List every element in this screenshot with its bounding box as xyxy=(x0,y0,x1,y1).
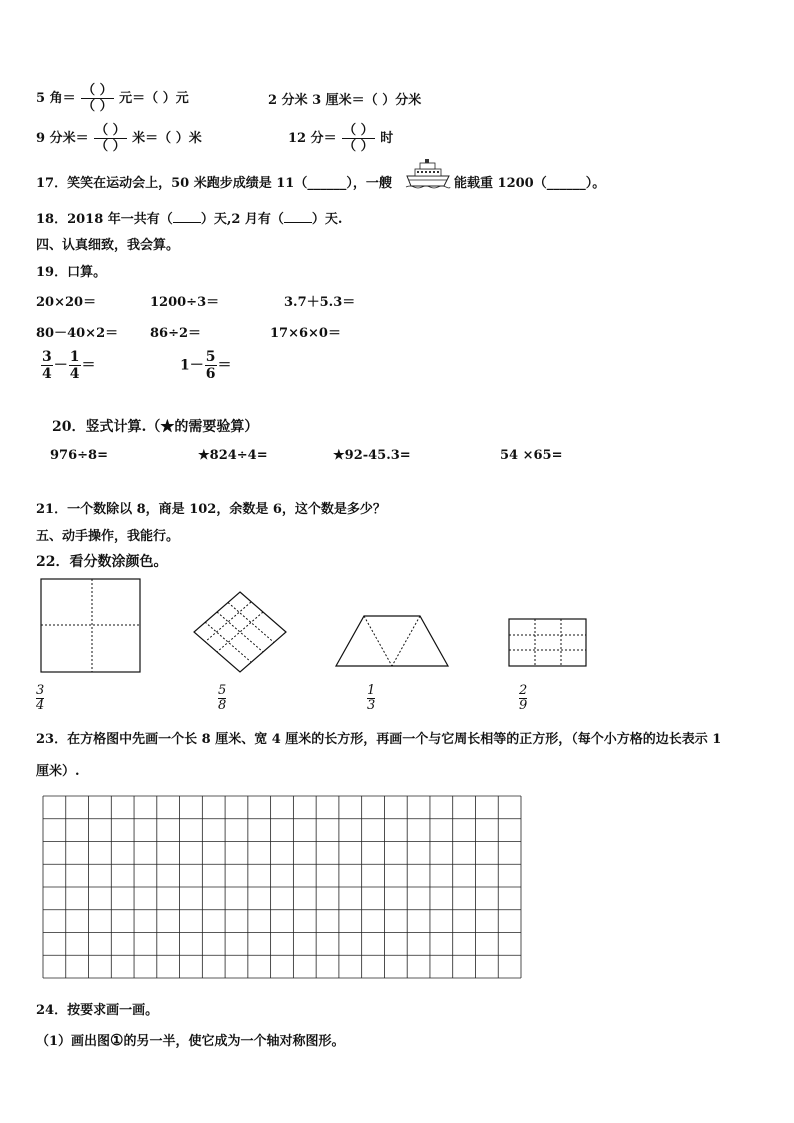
q24-sub1-text-a: （1）画出图 xyxy=(36,1034,111,1049)
conv-dm-cm: 2 分米 3 厘米＝（ ）分米 xyxy=(268,93,422,108)
q19-item: 3.7＋5.3＝ xyxy=(284,295,356,310)
q17-text-3: 能载重 1200（ xyxy=(454,176,547,191)
q19-fraction-expr-2 xyxy=(180,350,232,381)
fraction xyxy=(41,350,53,381)
fraction-numerator-blank: （ ） xyxy=(95,123,126,138)
ship-icon xyxy=(406,158,450,188)
fraction-denominator: 4 xyxy=(36,697,45,713)
conv-dm-fraction xyxy=(94,124,127,153)
question-17-cont xyxy=(454,172,605,191)
fraction-numerator-blank: （ ） xyxy=(343,123,374,138)
q22-fraction-label xyxy=(519,684,527,712)
q20-item: 976÷8= xyxy=(50,448,108,463)
fraction-denominator: 9 xyxy=(519,697,528,713)
fraction-denominator: 8 xyxy=(218,697,227,713)
fraction-numerator: 1 xyxy=(367,683,376,698)
square-quartered-shape xyxy=(40,578,142,674)
square-grid[interactable] xyxy=(42,795,522,979)
conv-minute-right: 时 xyxy=(380,131,394,146)
q23-text-line-2: 厘米）. xyxy=(36,764,80,779)
conv-dm-left: 9 分米＝ xyxy=(36,131,89,146)
fraction-denominator: 3 xyxy=(367,697,376,713)
q22-fraction-label xyxy=(218,684,226,712)
conversion-row-1 xyxy=(36,84,189,113)
q19-fraction-expr-1 xyxy=(40,350,96,381)
conv-minute-hour xyxy=(288,124,393,153)
q19-title: 19．口算。 xyxy=(36,265,107,280)
q20-item: ★824÷4= xyxy=(198,448,268,463)
conversion-row-2 xyxy=(36,124,202,153)
q17-text-2: ），一艘 xyxy=(346,176,392,191)
q19-item: 1200÷3＝ xyxy=(150,295,220,310)
q17-text-4: ）。 xyxy=(585,176,606,191)
q18-blank-2 xyxy=(284,222,312,223)
section-4-heading: 四、认真细致，我会算。 xyxy=(36,238,180,253)
q22-title: 22．看分数涂颜色。 xyxy=(36,554,168,570)
q22-fraction-label xyxy=(36,684,44,712)
conv-dm-right: 米＝（ ）米 xyxy=(132,131,202,146)
fraction-numerator: 3 xyxy=(36,683,45,698)
rectangle-ninths-shape xyxy=(508,618,588,668)
q24-sub1-text-b: 的另一半，使它成为一个轴对称图形。 xyxy=(123,1034,345,1049)
conv-minute-left: 12 分＝ xyxy=(288,131,337,146)
q19-item: 20×20＝ xyxy=(36,295,97,310)
diamond-grid-shape xyxy=(192,590,288,674)
conv-jiao-left: 5 角＝ xyxy=(36,91,76,106)
q22-fraction-label xyxy=(367,684,375,712)
q19-item: 80－40×2＝ xyxy=(36,326,119,341)
fraction-denominator-blank: （ ） xyxy=(343,139,374,154)
conv-jiao-right: 元＝（ ）元 xyxy=(119,91,189,106)
q19-item: 86÷2＝ xyxy=(150,326,202,341)
fraction-denominator-blank: （ ） xyxy=(82,99,113,114)
q20-item: ★92-45.3= xyxy=(333,448,411,463)
fraction-numerator: 2 xyxy=(519,683,528,698)
q18-blank-1 xyxy=(173,222,201,223)
q18-text-3: ）天. xyxy=(311,212,343,227)
section-5-heading: 五、动手操作，我能行。 xyxy=(36,529,180,544)
q23-text-line-1: 23．在方格图中先画一个长 8 厘米、宽 4 厘米的长方形，再画一个与它周长相等的正方形，（每个小方格的边长表示 1 xyxy=(36,732,722,747)
question-21: 21．一个数除以 8，商是 102，余数是 6，这个数是多少？ xyxy=(36,502,386,517)
fraction-numerator: 5 xyxy=(205,349,216,365)
q17-blank-1: ______ xyxy=(307,176,347,191)
conv-minute-fraction xyxy=(342,124,375,153)
question-18 xyxy=(36,208,342,227)
q19-item: 17×6×0＝ xyxy=(270,326,341,341)
q20-item: 54 ×65= xyxy=(500,448,563,463)
q20-title: 20．竖式计算.（★的需要验算） xyxy=(52,419,259,435)
q24-title: 24．按要求画一画。 xyxy=(36,1003,159,1018)
q18-text-1: 18．2018 年一共有（ xyxy=(36,212,173,227)
q17-blank-2: ______ xyxy=(546,176,586,191)
fraction-denominator: 4 xyxy=(69,366,80,382)
q24-sub-1 xyxy=(36,1030,345,1049)
circled-number-one: ① xyxy=(110,1031,124,1049)
minus-sign: － xyxy=(53,357,68,374)
fraction-numerator-blank: （ ） xyxy=(82,83,113,98)
fraction-numerator: 3 xyxy=(42,349,52,365)
fraction xyxy=(205,350,217,381)
equals-sign: ＝ xyxy=(217,357,232,374)
fraction-denominator: 4 xyxy=(42,366,52,382)
question-17 xyxy=(36,172,392,191)
q18-text-2: ）天,2 月有（ xyxy=(200,212,284,227)
trapezoid-shape xyxy=(334,614,450,668)
q17-text-1: 17．笑笑在运动会上，50 米跑步成绩是 11（ xyxy=(36,176,308,191)
conv-jiao-fraction xyxy=(81,84,114,113)
fraction-numerator: 1 xyxy=(69,349,80,365)
fraction-denominator-blank: （ ） xyxy=(95,139,126,154)
fraction-denominator: 6 xyxy=(205,366,216,382)
equals-sign: ＝ xyxy=(81,357,96,374)
one-minus: 1－ xyxy=(180,357,204,374)
fraction-numerator: 5 xyxy=(218,683,227,698)
fraction xyxy=(69,350,81,381)
